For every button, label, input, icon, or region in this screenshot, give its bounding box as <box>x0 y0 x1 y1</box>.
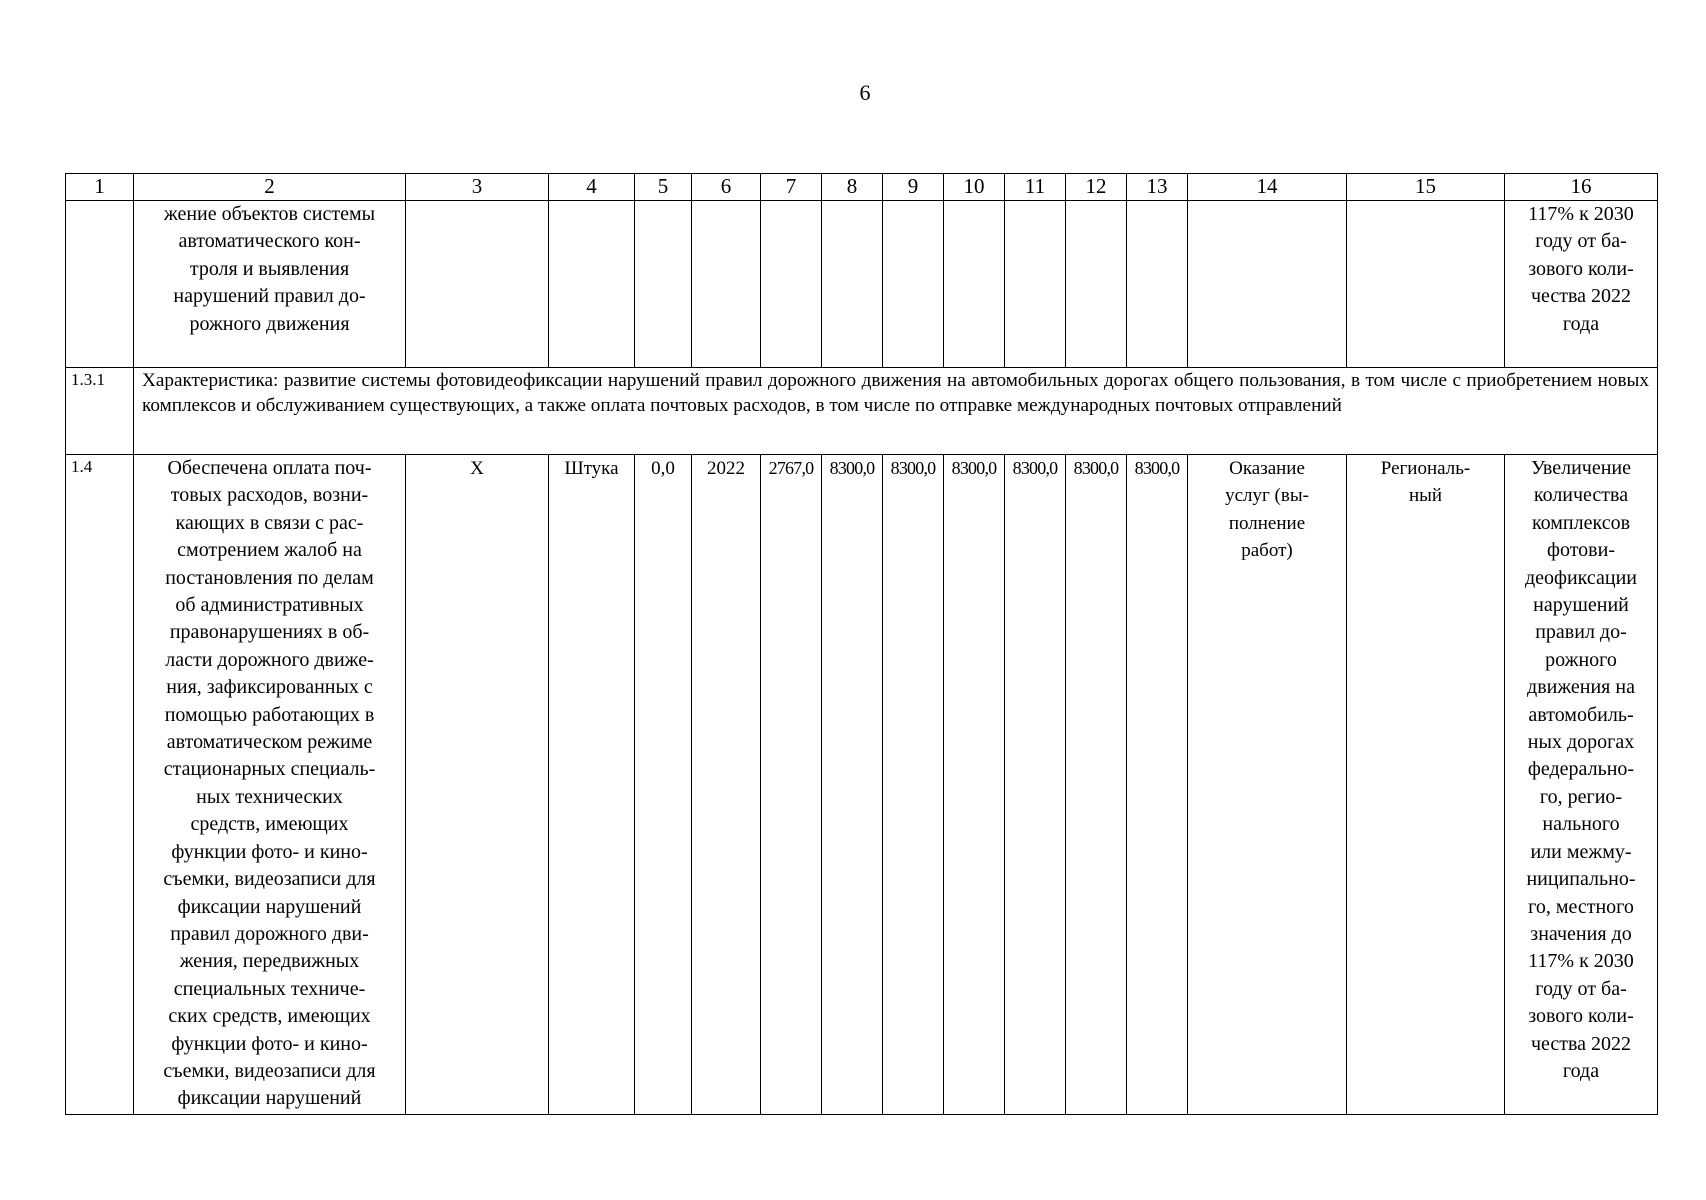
cell-empty <box>822 201 883 368</box>
cell-value-7: 2767,0 <box>761 455 822 1115</box>
cell-empty <box>944 201 1005 368</box>
cell-empty <box>1188 201 1347 368</box>
cell-empty <box>761 201 822 368</box>
cell-num: 1.3.1 <box>66 368 134 455</box>
cell-object: жение объектов системы автоматического кон- троля и выявления нарушений правил до- рожного движения <box>134 201 406 368</box>
cell-empty <box>1127 201 1188 368</box>
cell-empty <box>406 201 549 368</box>
cell-base-year: 2022 <box>692 455 761 1115</box>
header-cell: 3 <box>406 174 549 201</box>
cell-empty <box>1066 201 1127 368</box>
header-cell: 11 <box>1005 174 1066 201</box>
cell-value-9: 8300,0 <box>883 455 944 1115</box>
header-cell: 5 <box>635 174 692 201</box>
cell-object: Обеспечена оплата поч- товых расходов, возни- кающих в связи с рас- смотрением жалоб на постановления по делам об административных правонарушениях в об- ласти дорожного движе- ния, зафиксированных с помощью работающих в автоматическом режиме стационарных специаль- ных технических средств, имеющих функции фото- и кино- съемки, видеозаписи для фиксации нарушений правил дорожного дви- жения, передвижных специальных техниче- ских средств, имеющих функции фото- и кино- съемки, видеозаписи для фиксации нарушений <box>134 455 406 1115</box>
table-row-1-4 <box>66 455 1658 1115</box>
cell-col3: X <box>406 455 549 1115</box>
cell-value-10: 8300,0 <box>944 455 1005 1115</box>
header-cell: 4 <box>549 174 635 201</box>
header-cell: 7 <box>761 174 822 201</box>
cell-value-13: 8300,0 <box>1127 455 1188 1115</box>
cell-value-8: 8300,0 <box>822 455 883 1115</box>
cell-num: 1.4 <box>66 455 134 1115</box>
cell-unit: Штука <box>549 455 635 1115</box>
cell-value-11: 8300,0 <box>1005 455 1066 1115</box>
cell-characteristic: 117% к 2030 году от ба- зового коли- чества 2022 года <box>1505 201 1658 368</box>
cell-empty <box>1005 201 1066 368</box>
page-number: 6 <box>859 80 871 105</box>
cell-empty <box>883 201 944 368</box>
header-cell: 10 <box>944 174 1005 201</box>
header-cell: 6 <box>692 174 761 201</box>
header-row <box>66 174 1658 201</box>
header-cell: 14 <box>1188 174 1347 201</box>
table-row-continued <box>66 201 1658 368</box>
cell-base-value: 0,0 <box>635 455 692 1115</box>
header-cell: 9 <box>883 174 944 201</box>
cell-empty <box>1347 201 1505 368</box>
table-row-1-3-1 <box>66 368 1658 455</box>
header-cell: 1 <box>66 174 134 201</box>
cell-num <box>66 201 134 368</box>
cell-empty <box>692 201 761 368</box>
cell-event-type: Оказание услуг (вы- полнение работ) <box>1188 455 1347 1115</box>
cell-empty <box>635 201 692 368</box>
header-cell: 2 <box>134 174 406 201</box>
cell-characteristic-text: Характеристика: развитие системы фотовидеофиксации нарушений правил дорожного движения на автомобильных дорогах общего пользования, в том числе с приобретением новых комплексов и обслуживанием существующих, а также оплата почтовых расходов, в том числе по отправке международных почтовых отправлений <box>134 368 1658 455</box>
header-cell: 8 <box>822 174 883 201</box>
header-cell: 15 <box>1347 174 1505 201</box>
cell-level: Региональ- ный <box>1347 455 1505 1115</box>
header-cell: 13 <box>1127 174 1188 201</box>
cell-characteristic: Увеличение количества комплексов фотови- деофиксации нарушений правил до- рожного движения на автомобиль- ных дорогах федерально- го, регио- нального или межму- ниципально- го, местного значения до 117% к 2030 году от ба- зового коли- чества 2022 года <box>1505 455 1658 1115</box>
cell-empty <box>549 201 635 368</box>
header-cell: 12 <box>1066 174 1127 201</box>
cell-value-12: 8300,0 <box>1066 455 1127 1115</box>
indicators-table <box>65 173 1658 1115</box>
header-cell: 16 <box>1505 174 1658 201</box>
